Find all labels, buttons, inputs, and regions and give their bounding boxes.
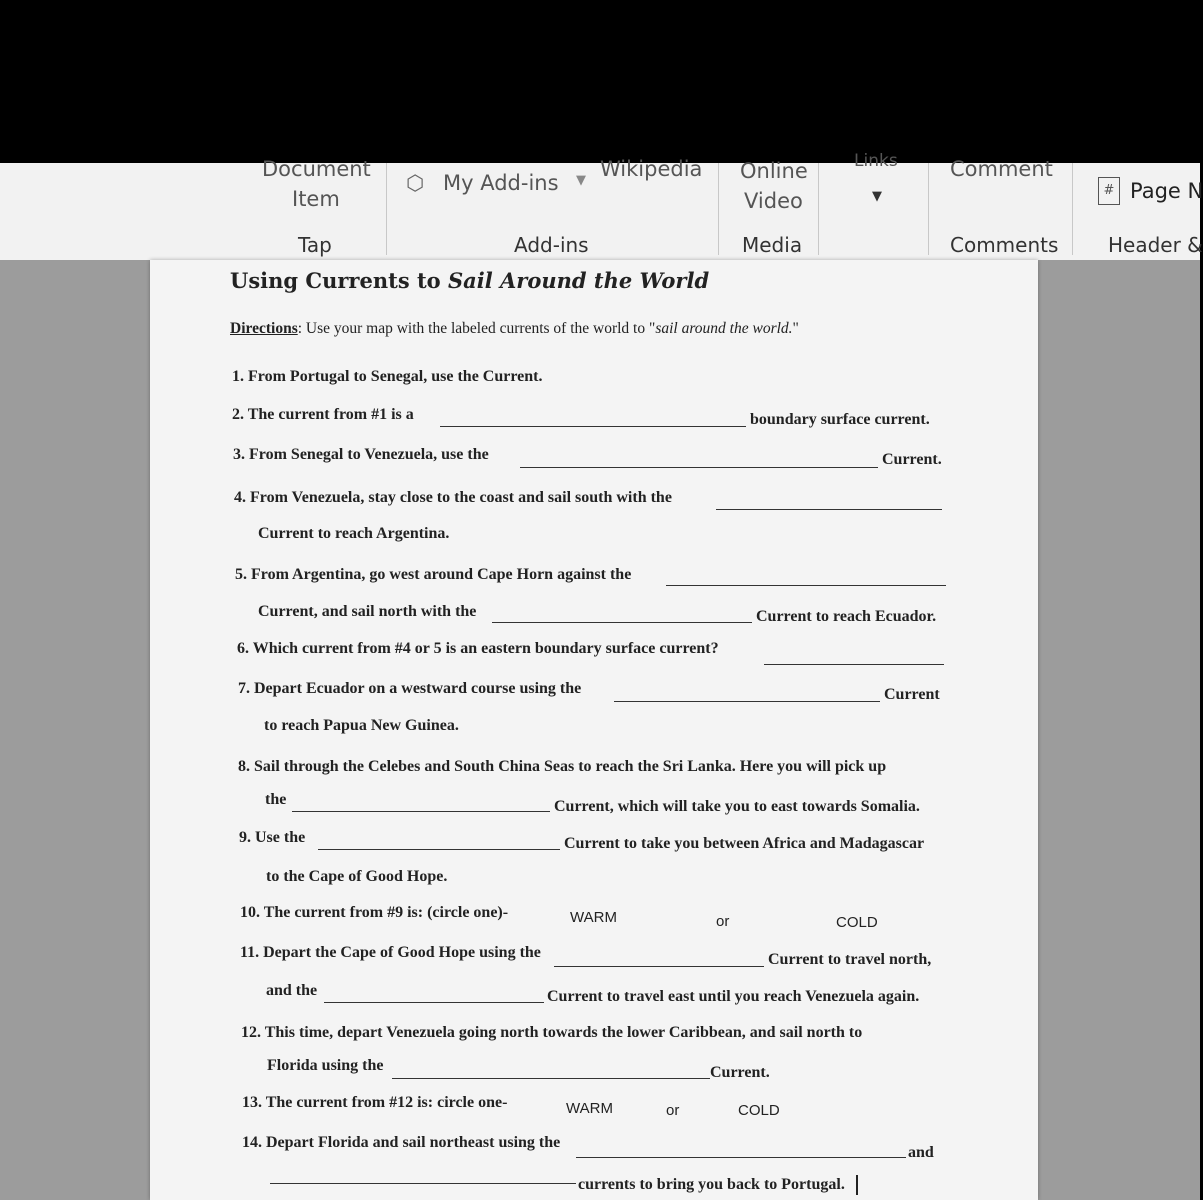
answer-blank-12[interactable] (392, 1078, 710, 1079)
question-11-prefix: and the (266, 982, 318, 999)
document-item-button-label-2[interactable]: Item (292, 187, 340, 211)
comment-button[interactable]: Comment (950, 157, 1053, 181)
question-5-middle: Current, and sail north with the (258, 603, 477, 620)
question-8-suffix: Current, which will take you to east towards Somalia. (554, 798, 920, 815)
option-warm-10[interactable]: WARM (570, 909, 617, 926)
document-page[interactable] (150, 260, 1038, 1200)
question-8-text: 8. Sail through the Celebes and South China Seas to reach the Sri Lanka. Here you will pick up (238, 758, 887, 775)
question-14-text: 14. Depart Florida and sail northeast using the (242, 1134, 561, 1151)
answer-blank-8[interactable] (292, 811, 550, 812)
question-6-text: 6. Which current from #4 or 5 is an eastern boundary surface current? (237, 640, 719, 657)
answer-blank-6[interactable] (764, 664, 944, 665)
question-11-end: Current to travel east until you reach Venezuela again. (547, 988, 920, 1005)
group-label-header-footer: Header & (1108, 233, 1203, 257)
answer-blank-5a[interactable] (666, 585, 946, 586)
question-10-text: 10. The current from #9 is: (circle one)- (240, 904, 509, 921)
group-label-tap: Tap (298, 233, 332, 257)
answer-blank-2[interactable] (440, 426, 746, 427)
page-number-icon: # (1098, 177, 1120, 205)
text-cursor (856, 1175, 858, 1195)
group-label-addins: Add-ins (514, 233, 589, 257)
question-11-text: 11. Depart the Cape of Good Hope using the (240, 944, 541, 961)
online-video-button-label-2[interactable]: Video (744, 189, 803, 213)
question-3-suffix: Current. (882, 451, 942, 468)
directions-paragraph: Directions: Use your map with the labeled currents of the world to "sail around the world." (230, 320, 799, 337)
option-warm-13[interactable]: WARM (566, 1100, 613, 1117)
question-7-suffix: Current (884, 686, 940, 703)
question-13-text: 13. The current from #12 is: circle one- (242, 1094, 508, 1111)
question-7-text: 7. Depart Ecuador on a westward course using the (238, 680, 582, 697)
question-4-text: 4. From Venezuela, stay close to the coast and sail south with the (234, 489, 672, 506)
option-cold-13[interactable]: COLD (738, 1102, 780, 1119)
page-number-button[interactable]: Page N (1130, 179, 1203, 203)
answer-blank-14b[interactable] (270, 1183, 576, 1184)
question-5-text: 5. From Argentina, go west around Cape Horn against the (235, 566, 632, 583)
answer-blank-3[interactable] (520, 467, 878, 468)
screen-bezel (0, 0, 1200, 163)
option-cold-10[interactable]: COLD (836, 914, 878, 931)
question-1: 1. From Portugal to Senegal, use the Current. (232, 368, 543, 385)
chevron-down-icon[interactable]: ▼ (872, 189, 882, 204)
document-item-button-label[interactable]: Document (262, 157, 371, 181)
question-9-continuation: to the Cape of Good Hope. (266, 868, 448, 885)
dropdown-arrow-icon[interactable]: ▼ (576, 173, 586, 188)
question-2-suffix: boundary surface current. (750, 411, 930, 428)
answer-blank-11b[interactable] (324, 1002, 544, 1003)
wikipedia-button[interactable]: Wikipedia (600, 157, 703, 181)
links-button[interactable]: Links (854, 151, 898, 171)
question-9-suffix: Current to take you between Africa and Madagascar (564, 835, 925, 852)
online-video-button-label[interactable]: Online (740, 159, 808, 183)
document-title: Using Currents to Sail Around the World (230, 268, 710, 293)
question-9-text: 9. Use the (239, 829, 306, 846)
question-12-suffix: Current. (710, 1064, 770, 1081)
question-14-suffix: and (908, 1144, 934, 1161)
addins-icon: ⬡ (406, 171, 425, 195)
question-8-prefix: the (265, 791, 287, 808)
answer-blank-11a[interactable] (554, 966, 764, 967)
answer-blank-4[interactable] (716, 509, 942, 510)
option-or-13: or (666, 1102, 680, 1119)
question-7-continuation: to reach Papua New Guinea. (264, 717, 459, 734)
question-12-text: 12. This time, depart Venezuela going north towards the lower Caribbean, and sail north to (241, 1024, 863, 1041)
document-canvas (0, 260, 1200, 1200)
question-12-prefix: Florida using the (267, 1057, 384, 1074)
question-14-end: currents to bring you back to Portugal. (578, 1176, 845, 1193)
group-label-media: Media (742, 233, 803, 257)
question-4-continuation: Current to reach Argentina. (258, 525, 450, 542)
answer-blank-14a[interactable] (576, 1157, 906, 1158)
option-or-10: or (716, 913, 730, 930)
question-5-suffix: Current to reach Ecuador. (756, 608, 937, 625)
question-11-suffix: Current to travel north, (768, 951, 932, 968)
question-3-text: 3. From Senegal to Venezuela, use the (233, 446, 489, 463)
answer-blank-9[interactable] (318, 849, 560, 850)
my-addins-button[interactable]: My Add-ins (443, 171, 559, 195)
answer-blank-7[interactable] (614, 701, 880, 702)
group-label-comments: Comments (950, 233, 1059, 257)
answer-blank-5b[interactable] (492, 622, 752, 623)
ribbon-toolbar (0, 151, 1203, 260)
question-2-text: 2. The current from #1 is a (232, 406, 414, 423)
